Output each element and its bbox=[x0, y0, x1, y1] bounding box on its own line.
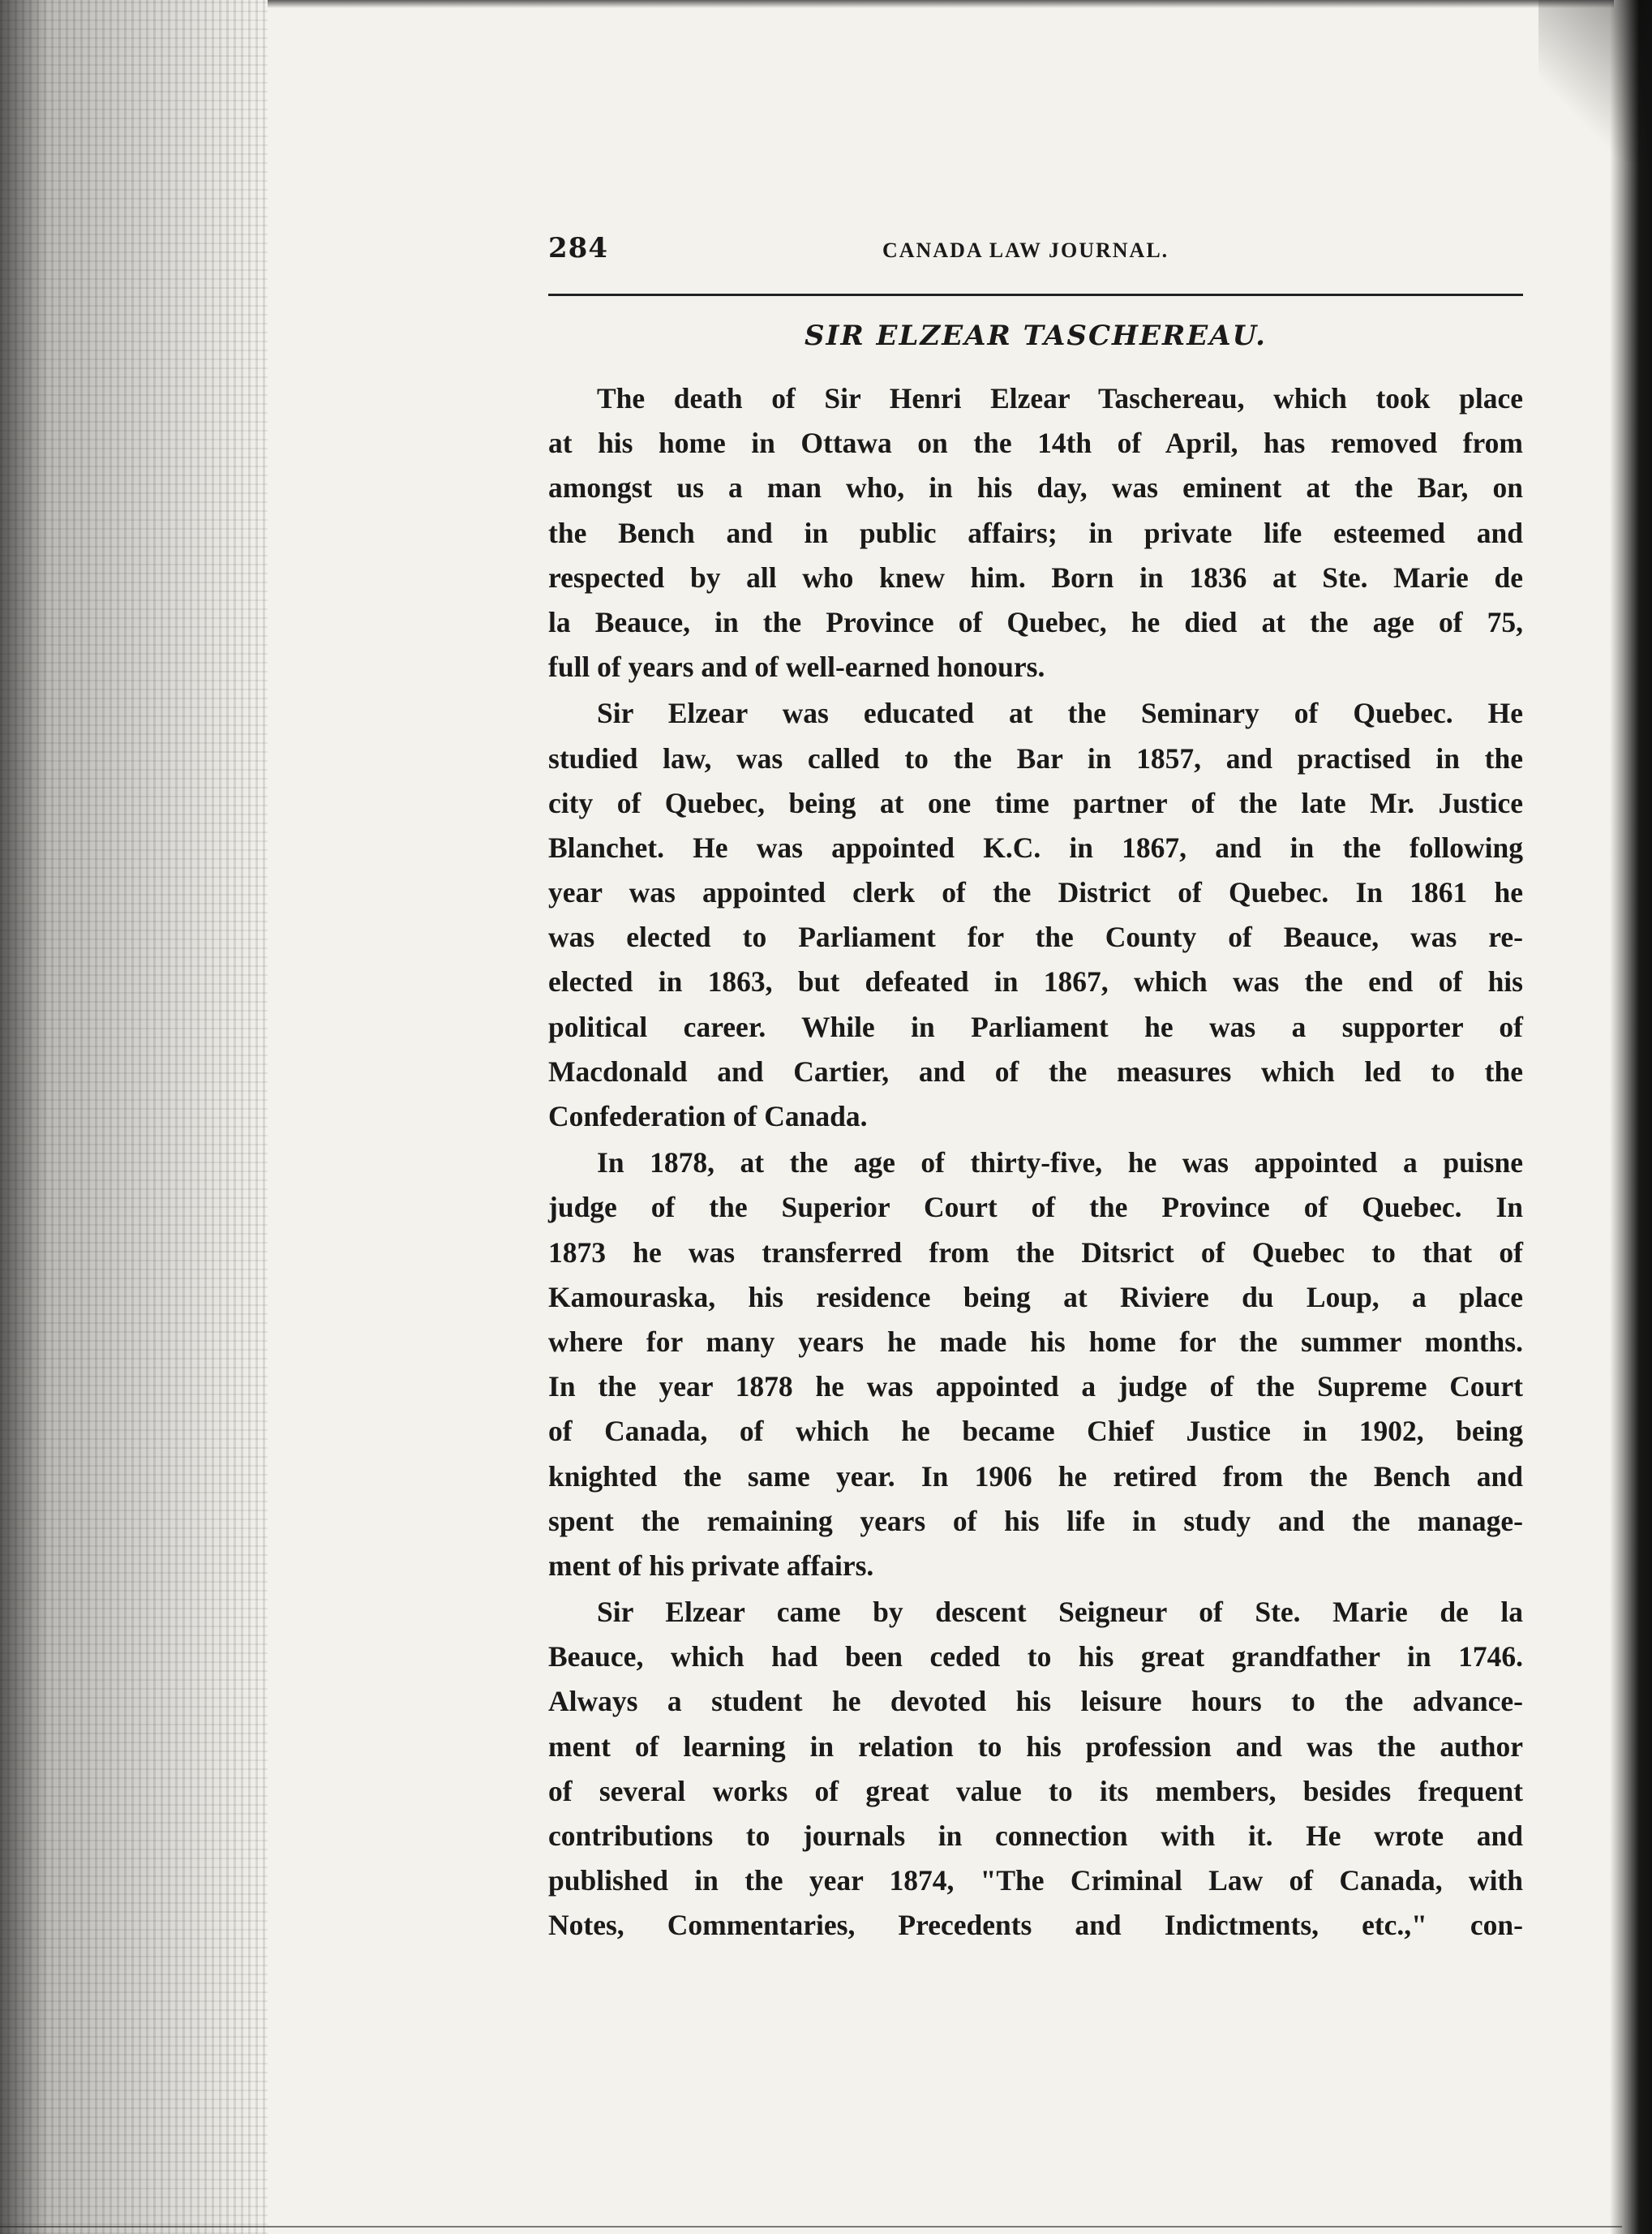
text-line: Beauce, which had been ceded to his great grandfather in 1746. bbox=[548, 1640, 1523, 1673]
text-line: In the year 1878 he was appointed a judge of the Supreme Court bbox=[548, 1370, 1523, 1403]
scan-binding-edge bbox=[1610, 0, 1652, 2234]
text-line: full of years and of well-earned honours. bbox=[548, 651, 1045, 684]
text-line: Notes, Commentaries, Precedents and Indictments, etc.," con- bbox=[548, 1909, 1523, 1942]
text-line: Blanchet. He was appointed K.C. in 1867, and in the following bbox=[548, 831, 1523, 864]
scan-bottom-edge bbox=[0, 2226, 1622, 2228]
paragraph bbox=[548, 1141, 1523, 1588]
page-header bbox=[548, 221, 1521, 269]
text-line: la Beauce, in the Province of Quebec, he died at the age of 75, bbox=[548, 605, 1523, 638]
text-line: political career. While in Parliament he was a supporter of bbox=[548, 1010, 1523, 1043]
journal-page bbox=[548, 221, 1523, 1942]
article-body bbox=[548, 376, 1523, 1950]
text-line: Confederation of Canada. bbox=[548, 1100, 868, 1132]
page-number: 284 bbox=[548, 232, 608, 264]
header-rule bbox=[548, 294, 1523, 296]
text-line: Sir Elzear came by descent Seigneur of Ste. Marie de la bbox=[597, 1596, 1523, 1629]
text-line: respected by all who knew him. Born in 1836 at Ste. Marie de bbox=[548, 561, 1523, 594]
text-line: published in the year 1874, "The Criminal Law of Canada, with bbox=[548, 1864, 1523, 1897]
running-head: CANADA LAW JOURNAL. bbox=[882, 238, 1169, 262]
text-line: Sir Elzear was educated at the Seminary of Quebec. He bbox=[597, 697, 1523, 730]
text-line: judge of the Superior Court of the Province of Quebec. In bbox=[548, 1191, 1523, 1224]
text-line: ment of learning in relation to his profession and was the author bbox=[548, 1729, 1523, 1763]
text-line: year was appointed clerk of the District of Quebec. In 1861 he bbox=[548, 876, 1523, 909]
text-line: 1873 he was transferred from the Ditsrict of Quebec to that of bbox=[548, 1235, 1523, 1269]
text-line: the Bench and in public affairs; in private life esteemed and bbox=[548, 516, 1523, 549]
text-line: The death of Sir Henri Elzear Taschereau, which took place bbox=[597, 382, 1523, 415]
text-line: In 1878, at the age of thirty-five, he was appointed a puisne bbox=[597, 1146, 1523, 1179]
paragraph bbox=[548, 691, 1523, 1139]
text-line: elected in 1863, but defeated in 1867, which was the end of his bbox=[548, 965, 1523, 999]
article-title: SIR ELZEAR TASCHEREAU. bbox=[805, 320, 1267, 352]
text-line: spent the remaining years of his life in study and the manage- bbox=[548, 1504, 1523, 1537]
paragraph bbox=[548, 376, 1523, 690]
text-line: Kamouraska, his residence being at Riviere du Loup, a place bbox=[548, 1280, 1523, 1313]
text-line: ment of his private affairs. bbox=[548, 1549, 874, 1582]
text-line: Always a student he devoted his leisure hours to the advance- bbox=[548, 1685, 1523, 1718]
text-line: of several works of great value to its members, besides frequent bbox=[548, 1774, 1523, 1807]
text-line: where for many years he made his home for the summer months. bbox=[548, 1325, 1523, 1358]
text-line: amongst us a man who, in his day, was eminent at the Bar, on bbox=[548, 471, 1523, 505]
text-line: contributions to journals in connection with it. He wrote and bbox=[548, 1819, 1523, 1852]
scan-shadow-top bbox=[268, 0, 1614, 8]
text-line: studied law, was called to the Bar in 1857, and practised in the bbox=[548, 741, 1523, 775]
text-line: of Canada, of which he became Chief Justice in 1902, being bbox=[548, 1415, 1523, 1448]
text-line: was elected to Parliament for the County of Beauce, was re- bbox=[548, 921, 1523, 954]
paragraph bbox=[548, 1590, 1523, 1948]
text-line: knighted the same year. In 1906 he retired from the Bench and bbox=[548, 1459, 1523, 1493]
text-line: city of Quebec, being at one time partner of the late Mr. Justice bbox=[548, 786, 1523, 819]
text-line: at his home in Ottawa on the 14th of April, has removed from bbox=[548, 427, 1523, 460]
scan-shadow-left bbox=[0, 0, 49, 2234]
text-line: Macdonald and Cartier, and of the measures which led to the bbox=[548, 1055, 1523, 1088]
